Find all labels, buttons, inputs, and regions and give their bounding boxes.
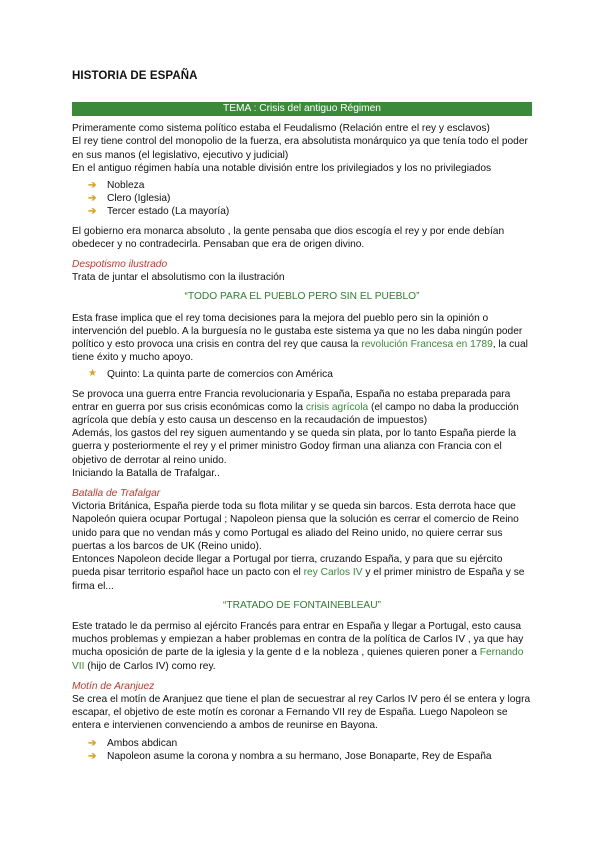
topic-banner: TEMA : Crisis del antiguo Régimen: [72, 102, 532, 116]
arrow-icon: ➔: [88, 737, 97, 749]
gobierno-paragraph: El gobierno era monarca absoluto , la gente pensaba que dios escogía el rey y por ende debían obedecer y no contradecirla. Pensaban que era de origen divino.: [72, 225, 505, 250]
list-item: ➔ Nobleza: [88, 180, 145, 192]
trafalgar-paragraph-1: Victoria Británica, España pierde toda su flota militar y se queda sin barcos. Esta derrota hace que Napoleón quiera ocupar Portugal ; Napoleon piensa que la solución es cerrar el comercio de Reino unido para que no vendan más y como Portugal es aliado del Reino unido, no quiere cerrar sus puertas a los barcos de UK (Reino unido).: [72, 501, 519, 552]
section-heading-aranjuez: Motín de Aranjuez: [72, 680, 155, 692]
arrow-icon: ➔: [88, 180, 97, 192]
arrow-icon: ➔: [88, 750, 97, 762]
despotismo-text: Trata de juntar el absolutismo con la ilustración: [72, 272, 285, 284]
aranjuez-paragraph-1: Se crea el motín de Aranjuez que tiene el plan de secuestrar al rey Carlos IV pero él se entera y logra escapar, el objetivo de este motín es coronar a Fernando VII rey de España. Luego Napoleon se entera e intervienen convenciendo a ambos de reunirse en Bayona.: [72, 693, 531, 732]
list-item: ➔ Ambos abdican: [88, 737, 178, 749]
highlight-revolucion: revolución Francesa en 1789: [361, 339, 493, 351]
document-content: [72, 70, 532, 769]
highlight-fernando-vii: Fernando VII: [72, 647, 524, 672]
document-title: HISTORIA DE ESPAÑA: [72, 70, 198, 82]
list-item: ➔ Napoleon asume la corona y nombra a su hermano, Jose Bonaparte, Rey de España: [88, 750, 492, 762]
section-heading-trafalgar: Batalla de Trafalgar: [72, 488, 161, 500]
trafalgar-paragraph-3: Este tratado le da permiso al ejército Francés para entrar en España y llegar a Portugal, esto causa muchos problemas y empiezan a haber problemas en contra de la política de Carlos IV , ya que hay mucha oposición de parte de la iglesia y la gente d e la nobleza , quienes quieren poner a Fernando VII (hijo de Carlos IV) como rey.: [72, 620, 524, 672]
highlight-crisis-agricola: crisis agrícola: [305, 401, 369, 413]
despotismo-paragraph-3: Además, los gastos del rey siguen aumentando y se queda sin plata, por lo tanto España pierde la guerra y posteriormente el rey y el primer ministro Godoy firman una alianza con Francia con el objetivo de derrotar al reino unido.: [72, 428, 517, 466]
arrow-icon: ➔: [88, 206, 97, 218]
despotismo-paragraph-1: Esta frase implica que el rey toma decisiones para la mejora del pueblo pero sin la opinión o intervención del pueblo. A la burguesía no le gustaba este sistema ya que no les daba ningún poder político y esto provoca una crisis en contra del rey que causa la revolución Francesa en 1789, la cual tiene éxito y mucho apoyo.: [72, 312, 528, 364]
intro-paragraph-1: Primeramente como sistema político estaba el Feudalismo (Relación entre el rey y esclavos): [72, 123, 490, 135]
intro-paragraph-3: En el antiguo régimen había una notable división entre los privilegiados y los no privilegiados: [72, 162, 492, 174]
despotismo-paragraph-4: Iniciando la Batalla de Trafalgar..: [72, 467, 220, 479]
highlight-carlos-iv: rey Carlos IV: [303, 567, 363, 579]
quinto-list: [72, 368, 532, 381]
quote-pueblo: “TODO PARA EL PUEBLO PERO SIN EL PUEBLO”: [184, 291, 420, 303]
star-icon: ★: [88, 368, 98, 380]
arrow-icon: ➔: [88, 193, 97, 205]
list-item: ★ Quinto: La quinta parte de comercios con América: [88, 368, 333, 381]
estamentos-list: [72, 179, 532, 219]
list-item: ➔ Clero (Iglesia): [88, 193, 171, 205]
aranjuez-list: [72, 737, 532, 763]
section-heading-despotismo: Despotismo ilustrado: [72, 259, 168, 271]
despotismo-paragraph-2: Se provoca una guerra entre Francia revolucionaria y España, España no estaba preparada para entrar en guerra por sus crisis económicas como la crisis agrícola (el campo no daba la producción agrícola que debía y esto causa un descenso en la recaudación de impuestos): [72, 388, 519, 427]
list-item: ➔ Tercer estado (La mayoría): [88, 206, 230, 218]
trafalgar-paragraph-2: Entonces Napoleon decide llegar a Portugal por tierra, cruzando España, y para que su ejército pueda pisar territorio español hace un pacto con el rey Carlos IV y el primer ministro de España y se firma el...: [72, 554, 525, 592]
quote-fontainebleau: “TRATADO DE FONTAINEBLEAU”: [223, 599, 381, 611]
intro-paragraph-2: El rey tiene control del monopolio de la fuerza, era absolutista monárquico ya que tenía todo el poder en sus manos (el legislativo, ejecutivo y judicial): [72, 136, 528, 161]
